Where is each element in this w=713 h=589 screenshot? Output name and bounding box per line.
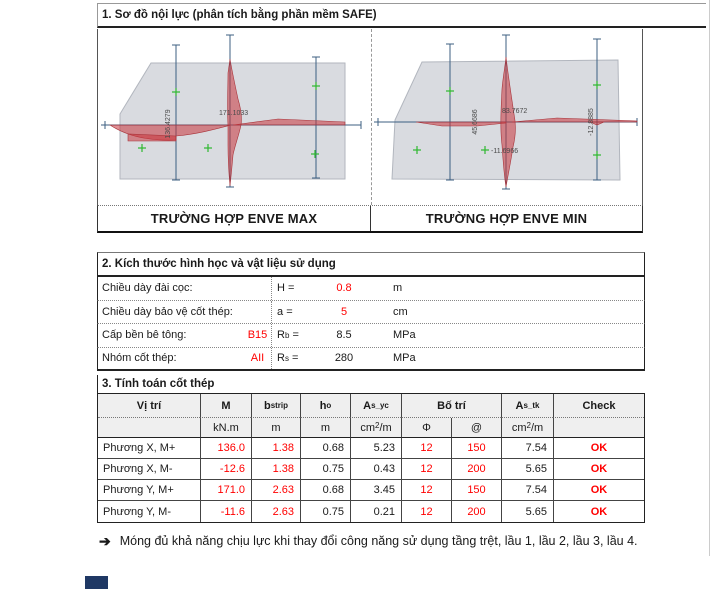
param-label: Chiều dày đài cọc: bbox=[102, 282, 193, 295]
cell-ho: 0.75 bbox=[300, 501, 350, 522]
param-symbol: H = bbox=[271, 277, 323, 300]
section1-title-text: 1. Sơ đồ nội lực (phân tích bằng phần mềm SAFE) bbox=[102, 9, 377, 21]
unit-position bbox=[98, 418, 200, 438]
cell-at: 200 bbox=[451, 501, 501, 522]
param-row-steel bbox=[97, 348, 645, 372]
cell-moment: -12.6 bbox=[200, 459, 251, 479]
cell-phi: 12 bbox=[401, 501, 451, 522]
col-header-position: Vị trí bbox=[98, 394, 200, 418]
diagram-enve-min bbox=[371, 29, 644, 205]
param-label: Chiều dày bảo vệ cốt thép: bbox=[102, 305, 233, 318]
section3 bbox=[97, 375, 645, 523]
param-name: B15 bbox=[247, 329, 268, 342]
param-symbol: R s = bbox=[271, 348, 323, 370]
param-unit: cm bbox=[393, 305, 408, 318]
caption-enve-min: TRƯỜNG HỢP ENVE MIN bbox=[370, 206, 642, 231]
cell-as-yc: 0.21 bbox=[350, 501, 401, 522]
cell-moment: 171.0 bbox=[200, 480, 251, 500]
section2-title: 2. Kích thước hình học và vật liệu sử dụng bbox=[97, 252, 645, 277]
table-units-row bbox=[98, 418, 644, 438]
param-symbol: a = bbox=[271, 301, 323, 324]
col-header-as-tk: A s_tk bbox=[501, 394, 553, 418]
cell-phi: 12 bbox=[401, 480, 451, 500]
param-row-thickness bbox=[97, 277, 645, 301]
bottom-left-navy-box bbox=[85, 576, 108, 589]
param-label: Nhóm cốt thép: bbox=[102, 352, 177, 365]
unit-moment: kN.m bbox=[200, 418, 251, 438]
unit-bstrip: m bbox=[251, 418, 300, 438]
unit-check bbox=[553, 418, 644, 438]
cell-as-tk: 7.54 bbox=[501, 438, 553, 458]
section3-title: 3. Tính toán cốt thép bbox=[97, 375, 645, 393]
table-row bbox=[98, 480, 644, 501]
cell-check: OK bbox=[553, 501, 644, 522]
param-value: 5 bbox=[340, 305, 348, 318]
cell-at: 150 bbox=[451, 438, 501, 458]
cell-moment: -11.6 bbox=[200, 501, 251, 522]
table-header-row bbox=[98, 394, 644, 418]
col-header-botri: Bố trí bbox=[401, 394, 501, 418]
moment-value-label: 171.1033 bbox=[219, 110, 249, 117]
section1-title bbox=[97, 3, 706, 28]
cell-at: 150 bbox=[451, 480, 501, 500]
cell-bstrip: 2.63 bbox=[251, 480, 300, 500]
cell-ho: 0.68 bbox=[300, 480, 350, 500]
rebar-table bbox=[97, 393, 645, 523]
section2 bbox=[97, 252, 645, 371]
param-value: 8.5 bbox=[336, 329, 352, 342]
col-header-check: Check bbox=[553, 394, 644, 418]
table-row bbox=[98, 438, 644, 459]
param-label: Cấp bền bê tông: bbox=[102, 329, 187, 342]
page-boundary-line bbox=[709, 0, 710, 556]
cell-ho: 0.75 bbox=[300, 459, 350, 479]
cell-as-yc: 0.43 bbox=[350, 459, 401, 479]
moment-value-label-rotated-right: -12.8885 bbox=[588, 108, 595, 136]
moment-diagram-min-svg bbox=[372, 29, 644, 205]
col-header-bstrip: b strip bbox=[251, 394, 300, 418]
conclusion bbox=[99, 533, 651, 549]
cell-as-yc: 5.23 bbox=[350, 438, 401, 458]
param-value: 0.8 bbox=[336, 282, 352, 295]
cell-phi: 12 bbox=[401, 438, 451, 458]
caption-enve-max: TRƯỜNG HỢP ENVE MAX bbox=[150, 211, 318, 226]
cell-position: Phương Y, M+ bbox=[103, 484, 174, 496]
cell-position: Phương X, M+ bbox=[103, 442, 176, 454]
cell-bstrip: 2.63 bbox=[251, 501, 300, 522]
moment-diagram-max-svg bbox=[98, 29, 371, 205]
moment-value-label-rotated: 45.6686 bbox=[472, 109, 479, 135]
cell-phi: 12 bbox=[401, 459, 451, 479]
cell-bstrip: 1.38 bbox=[251, 459, 300, 479]
col-header-ho: h o bbox=[300, 394, 350, 418]
cell-position: Phương Y, M- bbox=[103, 505, 171, 518]
param-unit: MPa bbox=[393, 352, 416, 365]
cell-as-tk: 5.65 bbox=[501, 459, 553, 479]
cell-check: OK bbox=[553, 480, 644, 500]
conclusion-text: Móng đủ khả năng chịu lực khi thay đổi công năng sử dụng tầng trệt, lầu 1, lầu 2, lầu 3, lầu 4. bbox=[119, 534, 638, 548]
param-symbol: R b = bbox=[271, 324, 323, 347]
unit-as-yc: cm 2 /m bbox=[350, 418, 401, 438]
param-name: AII bbox=[250, 352, 265, 365]
unit-phi: Φ bbox=[401, 418, 451, 438]
param-unit: MPa bbox=[393, 329, 416, 342]
unit-at: @ bbox=[451, 418, 501, 438]
param-unit: m bbox=[393, 282, 403, 295]
cell-as-yc: 3.45 bbox=[350, 480, 401, 500]
diagram-area bbox=[97, 29, 643, 205]
cell-as-tk: 7.54 bbox=[501, 480, 553, 500]
table-row bbox=[98, 501, 644, 522]
col-header-as-yc: A s_yc bbox=[350, 394, 401, 418]
param-row-cover bbox=[97, 301, 645, 325]
cell-position: Phương X, M- bbox=[103, 463, 173, 475]
col-header-moment: M bbox=[200, 394, 251, 418]
moment-value-label: 83.7672 bbox=[502, 108, 528, 115]
unit-ho: m bbox=[300, 418, 350, 438]
diagram-enve-max bbox=[98, 29, 371, 205]
cell-moment: 136.0 bbox=[200, 438, 251, 458]
cell-check: OK bbox=[553, 459, 644, 479]
unit-as-tk: cm 2 /m bbox=[501, 418, 553, 438]
moment-value-negative-label: -11.6966 bbox=[491, 148, 519, 155]
cell-bstrip: 1.38 bbox=[251, 438, 300, 458]
cell-ho: 0.68 bbox=[300, 438, 350, 458]
moment-value-label-rotated: 136.4279 bbox=[165, 109, 172, 139]
table-row bbox=[98, 459, 644, 480]
cell-check: OK bbox=[553, 438, 644, 458]
arrow-icon: ➔ bbox=[99, 533, 111, 549]
param-row-concrete bbox=[97, 324, 645, 348]
cell-at: 200 bbox=[451, 459, 501, 479]
diagram-captions bbox=[97, 205, 643, 233]
param-value: 280 bbox=[334, 352, 354, 365]
cell-as-tk: 5.65 bbox=[501, 501, 553, 522]
